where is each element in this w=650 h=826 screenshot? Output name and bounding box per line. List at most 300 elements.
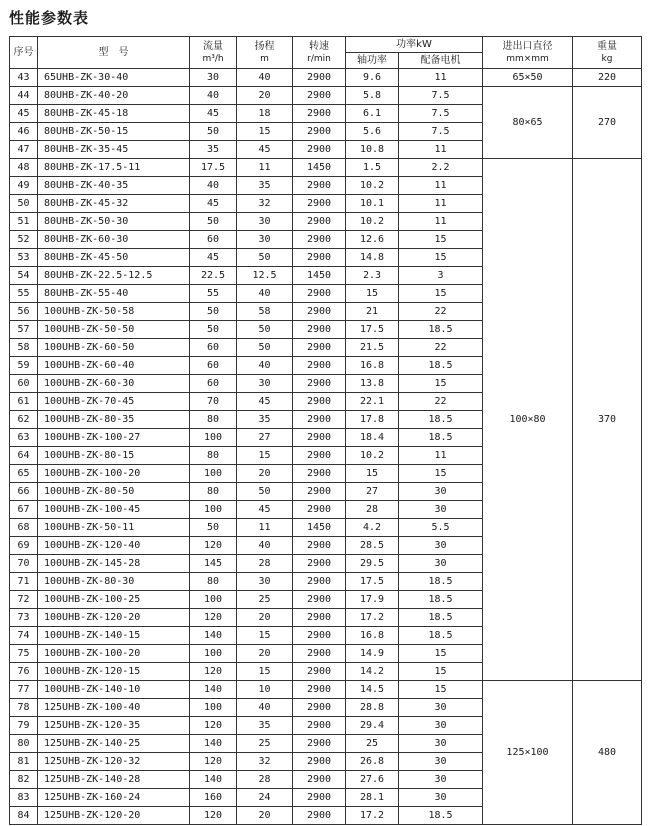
cell-seq: 69 (10, 537, 38, 555)
cell-seq: 49 (10, 177, 38, 195)
cell-shaft-power: 28 (346, 501, 399, 519)
cell-motor: 18.5 (399, 807, 483, 825)
cell-shaft-power: 13.8 (346, 375, 399, 393)
cell-model: 100UHB-ZK-140-10 (38, 681, 190, 699)
cell-shaft-power: 14.2 (346, 663, 399, 681)
cell-flow: 140 (190, 771, 237, 789)
header-weight-label: 重量 (597, 40, 617, 52)
cell-head: 40 (237, 699, 293, 717)
cell-flow: 40 (190, 87, 237, 105)
cell-shaft-power: 14.8 (346, 249, 399, 267)
cell-shaft-power: 21.5 (346, 339, 399, 357)
cell-shaft-power: 25 (346, 735, 399, 753)
cell-head: 20 (237, 87, 293, 105)
cell-shaft-power: 10.2 (346, 213, 399, 231)
cell-model: 125UHB-ZK-140-25 (38, 735, 190, 753)
cell-motor: 22 (399, 339, 483, 357)
cell-motor: 18.5 (399, 591, 483, 609)
cell-speed: 2900 (293, 807, 346, 825)
cell-motor: 11 (399, 213, 483, 231)
cell-seq: 74 (10, 627, 38, 645)
cell-speed: 2900 (293, 141, 346, 159)
cell-flow: 60 (190, 231, 237, 249)
header-motor: 配备电机 (399, 53, 483, 69)
cell-seq: 67 (10, 501, 38, 519)
cell-speed: 2900 (293, 195, 346, 213)
cell-head: 40 (237, 285, 293, 303)
cell-seq: 65 (10, 465, 38, 483)
cell-speed: 2900 (293, 663, 346, 681)
cell-shaft-power: 17.8 (346, 411, 399, 429)
cell-speed: 2900 (293, 591, 346, 609)
cell-motor: 30 (399, 501, 483, 519)
header-weight (573, 37, 642, 69)
cell-model: 100UHB-ZK-120-15 (38, 663, 190, 681)
cell-flow: 45 (190, 195, 237, 213)
table-row (10, 87, 642, 105)
cell-motor: 30 (399, 771, 483, 789)
cell-speed: 2900 (293, 177, 346, 195)
cell-seq: 53 (10, 249, 38, 267)
header-caliber-unit: mm×mm (506, 53, 549, 64)
cell-flow: 100 (190, 591, 237, 609)
header-speed (293, 37, 346, 69)
cell-seq: 57 (10, 321, 38, 339)
cell-model: 80UHB-ZK-22.5-12.5 (38, 267, 190, 285)
cell-motor: 11 (399, 141, 483, 159)
cell-model: 125UHB-ZK-120-35 (38, 717, 190, 735)
cell-motor: 18.5 (399, 411, 483, 429)
cell-model: 125UHB-ZK-120-32 (38, 753, 190, 771)
cell-shaft-power: 10.2 (346, 447, 399, 465)
cell-seq: 45 (10, 105, 38, 123)
cell-shaft-power: 10.2 (346, 177, 399, 195)
cell-flow: 120 (190, 609, 237, 627)
cell-flow: 40 (190, 177, 237, 195)
cell-shaft-power: 26.8 (346, 753, 399, 771)
cell-model: 125UHB-ZK-100-40 (38, 699, 190, 717)
cell-shaft-power: 10.8 (346, 141, 399, 159)
cell-flow: 60 (190, 339, 237, 357)
cell-model: 100UHB-ZK-80-30 (38, 573, 190, 591)
cell-motor: 15 (399, 465, 483, 483)
cell-seq: 47 (10, 141, 38, 159)
cell-head: 25 (237, 591, 293, 609)
cell-shaft-power: 29.4 (346, 717, 399, 735)
cell-shaft-power: 2.3 (346, 267, 399, 285)
cell-speed: 2900 (293, 771, 346, 789)
header-head (237, 37, 293, 69)
cell-flow: 17.5 (190, 159, 237, 177)
cell-shaft-power: 5.8 (346, 87, 399, 105)
cell-motor: 30 (399, 717, 483, 735)
cell-seq: 54 (10, 267, 38, 285)
cell-motor: 30 (399, 789, 483, 807)
cell-speed: 2900 (293, 735, 346, 753)
cell-head: 15 (237, 447, 293, 465)
cell-head: 11 (237, 159, 293, 177)
cell-speed: 2900 (293, 393, 346, 411)
cell-seq: 59 (10, 357, 38, 375)
cell-model: 80UHB-ZK-35-45 (38, 141, 190, 159)
cell-shaft-power: 17.5 (346, 573, 399, 591)
cell-head: 40 (237, 69, 293, 87)
cell-speed: 2900 (293, 627, 346, 645)
cell-seq: 77 (10, 681, 38, 699)
cell-seq: 70 (10, 555, 38, 573)
cell-caliber: 65×50 (483, 69, 573, 87)
cell-model: 125UHB-ZK-160-24 (38, 789, 190, 807)
header-weight-unit: kg (601, 53, 613, 64)
header-flow (190, 37, 237, 69)
cell-motor: 18.5 (399, 357, 483, 375)
cell-flow: 45 (190, 105, 237, 123)
cell-seq: 60 (10, 375, 38, 393)
cell-flow: 50 (190, 519, 237, 537)
cell-flow: 120 (190, 807, 237, 825)
cell-shaft-power: 14.9 (346, 645, 399, 663)
cell-motor: 22 (399, 303, 483, 321)
cell-speed: 2900 (293, 123, 346, 141)
cell-flow: 80 (190, 447, 237, 465)
cell-head: 20 (237, 645, 293, 663)
cell-flow: 50 (190, 321, 237, 339)
cell-model: 100UHB-ZK-80-35 (38, 411, 190, 429)
cell-speed: 2900 (293, 717, 346, 735)
cell-head: 24 (237, 789, 293, 807)
header-model: 型 号 (38, 37, 190, 69)
cell-motor: 18.5 (399, 321, 483, 339)
cell-head: 45 (237, 501, 293, 519)
cell-seq: 72 (10, 591, 38, 609)
cell-shaft-power: 28.1 (346, 789, 399, 807)
cell-seq: 75 (10, 645, 38, 663)
cell-shaft-power: 28.8 (346, 699, 399, 717)
cell-model: 100UHB-ZK-145-28 (38, 555, 190, 573)
cell-head: 32 (237, 753, 293, 771)
cell-speed: 2900 (293, 339, 346, 357)
cell-flow: 160 (190, 789, 237, 807)
cell-speed: 2900 (293, 321, 346, 339)
cell-seq: 84 (10, 807, 38, 825)
cell-model: 100UHB-ZK-50-58 (38, 303, 190, 321)
cell-shaft-power: 12.6 (346, 231, 399, 249)
cell-flow: 120 (190, 717, 237, 735)
cell-speed: 2900 (293, 303, 346, 321)
cell-speed: 2900 (293, 69, 346, 87)
cell-flow: 100 (190, 501, 237, 519)
cell-seq: 78 (10, 699, 38, 717)
cell-motor: 7.5 (399, 87, 483, 105)
cell-shaft-power: 15 (346, 285, 399, 303)
page-title: 性能参数表 (9, 9, 90, 27)
cell-model: 80UHB-ZK-45-32 (38, 195, 190, 213)
cell-motor: 22 (399, 393, 483, 411)
cell-model: 80UHB-ZK-17.5-11 (38, 159, 190, 177)
cell-shaft-power: 29.5 (346, 555, 399, 573)
header-caliber (483, 37, 573, 69)
cell-head: 15 (237, 627, 293, 645)
cell-motor: 11 (399, 447, 483, 465)
cell-speed: 1450 (293, 159, 346, 177)
header-flow-unit: m³/h (202, 53, 224, 64)
cell-caliber: 100×80 (483, 159, 573, 681)
cell-flow: 120 (190, 663, 237, 681)
cell-motor: 30 (399, 483, 483, 501)
header-power: 功率kW (346, 37, 483, 53)
cell-speed: 2900 (293, 411, 346, 429)
cell-motor: 30 (399, 699, 483, 717)
cell-seq: 82 (10, 771, 38, 789)
cell-head: 10 (237, 681, 293, 699)
cell-speed: 2900 (293, 573, 346, 591)
cell-speed: 1450 (293, 519, 346, 537)
cell-speed: 2900 (293, 609, 346, 627)
cell-shaft-power: 27.6 (346, 771, 399, 789)
cell-shaft-power: 15 (346, 465, 399, 483)
cell-model: 80UHB-ZK-60-30 (38, 231, 190, 249)
cell-model: 100UHB-ZK-60-40 (38, 357, 190, 375)
table-row (10, 69, 642, 87)
cell-model: 65UHB-ZK-30-40 (38, 69, 190, 87)
cell-speed: 2900 (293, 789, 346, 807)
cell-head: 50 (237, 249, 293, 267)
cell-head: 58 (237, 303, 293, 321)
cell-seq: 55 (10, 285, 38, 303)
cell-shaft-power: 17.2 (346, 609, 399, 627)
cell-motor: 15 (399, 375, 483, 393)
cell-flow: 100 (190, 429, 237, 447)
cell-speed: 2900 (293, 285, 346, 303)
cell-speed: 2900 (293, 537, 346, 555)
header-seq: 序号 (10, 37, 38, 69)
cell-head: 32 (237, 195, 293, 213)
cell-flow: 45 (190, 249, 237, 267)
cell-motor: 2.2 (399, 159, 483, 177)
cell-seq: 46 (10, 123, 38, 141)
cell-shaft-power: 9.6 (346, 69, 399, 87)
cell-speed: 2900 (293, 681, 346, 699)
cell-motor: 11 (399, 195, 483, 213)
cell-model: 100UHB-ZK-140-15 (38, 627, 190, 645)
cell-motor: 15 (399, 645, 483, 663)
cell-shaft-power: 6.1 (346, 105, 399, 123)
header-shaft-power: 轴功率 (346, 53, 399, 69)
cell-shaft-power: 1.5 (346, 159, 399, 177)
cell-head: 35 (237, 177, 293, 195)
cell-head: 18 (237, 105, 293, 123)
cell-flow: 50 (190, 213, 237, 231)
cell-speed: 2900 (293, 645, 346, 663)
header-speed-unit: r/min (307, 53, 331, 64)
cell-shaft-power: 16.8 (346, 627, 399, 645)
performance-table (9, 36, 642, 825)
cell-model: 100UHB-ZK-100-27 (38, 429, 190, 447)
cell-speed: 2900 (293, 483, 346, 501)
cell-model: 80UHB-ZK-45-50 (38, 249, 190, 267)
cell-seq: 56 (10, 303, 38, 321)
cell-speed: 2900 (293, 753, 346, 771)
cell-seq: 43 (10, 69, 38, 87)
cell-flow: 145 (190, 555, 237, 573)
cell-model: 100UHB-ZK-50-50 (38, 321, 190, 339)
cell-head: 11 (237, 519, 293, 537)
cell-shaft-power: 22.1 (346, 393, 399, 411)
cell-shaft-power: 27 (346, 483, 399, 501)
table-row (10, 681, 642, 699)
cell-speed: 2900 (293, 429, 346, 447)
cell-seq: 51 (10, 213, 38, 231)
cell-weight: 270 (573, 87, 642, 159)
header-caliber-label: 进出口直径 (502, 40, 553, 52)
cell-caliber: 80×65 (483, 87, 573, 159)
cell-motor: 30 (399, 753, 483, 771)
cell-seq: 48 (10, 159, 38, 177)
cell-shaft-power: 4.2 (346, 519, 399, 537)
cell-head: 30 (237, 573, 293, 591)
cell-seq: 79 (10, 717, 38, 735)
cell-flow: 55 (190, 285, 237, 303)
cell-head: 15 (237, 663, 293, 681)
cell-seq: 64 (10, 447, 38, 465)
cell-flow: 100 (190, 645, 237, 663)
cell-speed: 2900 (293, 249, 346, 267)
cell-shaft-power: 21 (346, 303, 399, 321)
cell-head: 28 (237, 771, 293, 789)
cell-motor: 7.5 (399, 105, 483, 123)
cell-model: 100UHB-ZK-120-20 (38, 609, 190, 627)
cell-seq: 76 (10, 663, 38, 681)
cell-motor: 18.5 (399, 573, 483, 591)
cell-seq: 68 (10, 519, 38, 537)
cell-model: 100UHB-ZK-60-50 (38, 339, 190, 357)
cell-model: 125UHB-ZK-120-20 (38, 807, 190, 825)
cell-motor: 15 (399, 681, 483, 699)
cell-model: 80UHB-ZK-45-18 (38, 105, 190, 123)
cell-head: 28 (237, 555, 293, 573)
cell-speed: 2900 (293, 231, 346, 249)
cell-motor: 7.5 (399, 123, 483, 141)
cell-flow: 30 (190, 69, 237, 87)
cell-model: 100UHB-ZK-100-25 (38, 591, 190, 609)
cell-flow: 80 (190, 573, 237, 591)
cell-motor: 30 (399, 555, 483, 573)
cell-head: 20 (237, 609, 293, 627)
cell-motor: 11 (399, 177, 483, 195)
cell-model: 100UHB-ZK-80-50 (38, 483, 190, 501)
header-head-label: 扬程 (254, 40, 275, 52)
cell-weight: 220 (573, 69, 642, 87)
cell-weight: 370 (573, 159, 642, 681)
cell-head: 30 (237, 375, 293, 393)
cell-motor: 5.5 (399, 519, 483, 537)
cell-speed: 2900 (293, 447, 346, 465)
cell-motor: 15 (399, 285, 483, 303)
cell-model: 100UHB-ZK-60-30 (38, 375, 190, 393)
cell-head: 20 (237, 465, 293, 483)
cell-shaft-power: 5.6 (346, 123, 399, 141)
cell-flow: 60 (190, 375, 237, 393)
cell-seq: 83 (10, 789, 38, 807)
cell-shaft-power: 28.5 (346, 537, 399, 555)
cell-shaft-power: 17.2 (346, 807, 399, 825)
table-header (10, 37, 642, 69)
cell-model: 100UHB-ZK-100-20 (38, 645, 190, 663)
cell-shaft-power: 17.5 (346, 321, 399, 339)
header-flow-label: 流量 (203, 40, 223, 52)
cell-flow: 140 (190, 681, 237, 699)
cell-seq: 62 (10, 411, 38, 429)
cell-head: 45 (237, 393, 293, 411)
cell-shaft-power: 16.8 (346, 357, 399, 375)
cell-speed: 2900 (293, 213, 346, 231)
cell-flow: 80 (190, 411, 237, 429)
cell-model: 80UHB-ZK-40-35 (38, 177, 190, 195)
cell-head: 15 (237, 123, 293, 141)
cell-seq: 52 (10, 231, 38, 249)
cell-speed: 2900 (293, 555, 346, 573)
cell-caliber: 125×100 (483, 681, 573, 825)
cell-head: 45 (237, 141, 293, 159)
cell-model: 80UHB-ZK-50-15 (38, 123, 190, 141)
cell-shaft-power: 10.1 (346, 195, 399, 213)
cell-head: 30 (237, 213, 293, 231)
cell-flow: 80 (190, 483, 237, 501)
cell-head: 12.5 (237, 267, 293, 285)
cell-head: 25 (237, 735, 293, 753)
cell-speed: 2900 (293, 87, 346, 105)
cell-model: 100UHB-ZK-50-11 (38, 519, 190, 537)
cell-speed: 2900 (293, 105, 346, 123)
cell-flow: 50 (190, 123, 237, 141)
table-body (10, 69, 642, 825)
cell-head: 30 (237, 231, 293, 249)
cell-flow: 50 (190, 303, 237, 321)
cell-flow: 35 (190, 141, 237, 159)
cell-speed: 2900 (293, 375, 346, 393)
cell-model: 80UHB-ZK-55-40 (38, 285, 190, 303)
cell-head: 40 (237, 537, 293, 555)
cell-motor: 30 (399, 537, 483, 555)
cell-head: 50 (237, 321, 293, 339)
cell-flow: 22.5 (190, 267, 237, 285)
cell-weight: 480 (573, 681, 642, 825)
cell-seq: 81 (10, 753, 38, 771)
cell-shaft-power: 18.4 (346, 429, 399, 447)
cell-shaft-power: 14.5 (346, 681, 399, 699)
cell-seq: 50 (10, 195, 38, 213)
cell-flow: 100 (190, 465, 237, 483)
cell-flow: 120 (190, 537, 237, 555)
cell-seq: 44 (10, 87, 38, 105)
cell-seq: 61 (10, 393, 38, 411)
cell-flow: 140 (190, 735, 237, 753)
cell-head: 50 (237, 339, 293, 357)
cell-flow: 100 (190, 699, 237, 717)
cell-motor: 18.5 (399, 627, 483, 645)
cell-model: 100UHB-ZK-120-40 (38, 537, 190, 555)
cell-motor: 15 (399, 249, 483, 267)
cell-seq: 58 (10, 339, 38, 357)
cell-model: 125UHB-ZK-140-28 (38, 771, 190, 789)
cell-head: 27 (237, 429, 293, 447)
cell-speed: 2900 (293, 501, 346, 519)
cell-seq: 73 (10, 609, 38, 627)
cell-head: 40 (237, 357, 293, 375)
cell-motor: 30 (399, 735, 483, 753)
cell-speed: 2900 (293, 357, 346, 375)
cell-motor: 18.5 (399, 429, 483, 447)
